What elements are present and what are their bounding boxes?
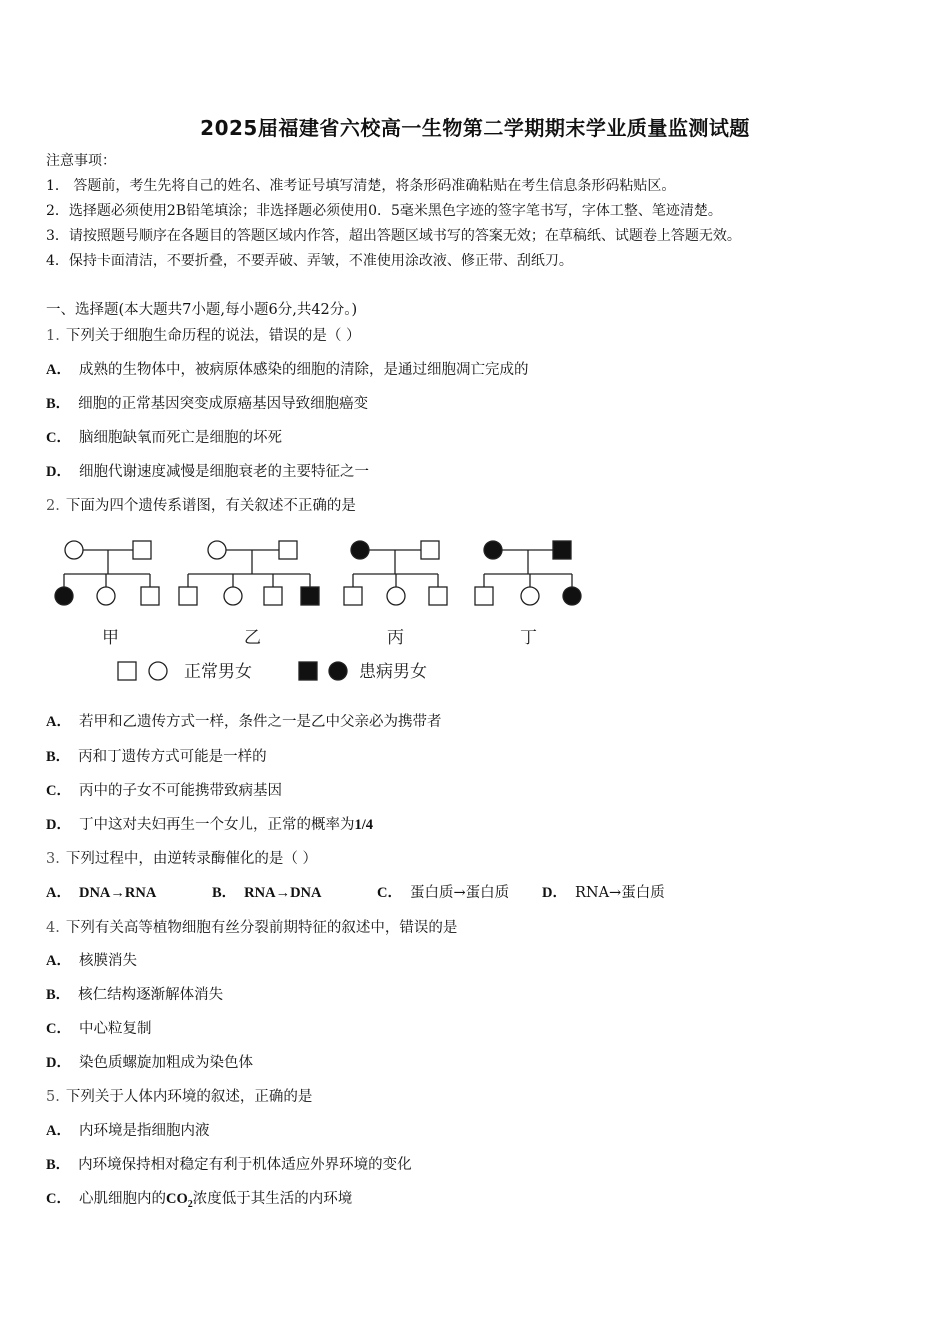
q4-option-d <box>46 1053 253 1073</box>
notice-item-4: 4．保持卡面清洁，不要折叠，不要弄破、弄皱，不准使用涂改液、修正带、刮纸刀。 <box>46 253 573 269</box>
option-letter: A． <box>46 362 71 378</box>
legend-male-normal-symbol <box>118 662 136 680</box>
pedigree-yi <box>179 541 319 605</box>
daughter-normal-symbol <box>387 587 405 605</box>
legend-normal-label: 正常男女 <box>184 662 252 682</box>
option-text: 染色质螺旋加粗成为染色体 <box>78 1055 253 1071</box>
son-normal-symbol <box>179 587 197 605</box>
question-3-stem <box>46 849 317 869</box>
father-normal-symbol <box>421 541 439 559</box>
question-text: 下列过程中，由逆转录酶催化的是（ ） <box>65 851 317 867</box>
option-text: DNA→RNA <box>78 885 157 901</box>
question-number: 2. <box>46 498 60 514</box>
q1-option-c <box>46 428 282 448</box>
page-title: 2025届福建省六校高一生物第二学期期末学业质量监测试题 <box>200 116 750 140</box>
q4-option-a <box>46 951 137 971</box>
question-number: 1. <box>46 328 60 344</box>
option-text: 成熟的生物体中，被病原体感染的细胞的清除，是通过细胞凋亡完成的 <box>78 362 529 378</box>
legend-female-affected-symbol <box>329 662 347 680</box>
question-1-stem <box>46 326 360 346</box>
option-text: 核仁结构逐渐解体消失 <box>78 987 224 1003</box>
father-affected-symbol <box>553 541 571 559</box>
daughter-affected-symbol <box>55 587 73 605</box>
son-normal-symbol <box>141 587 159 605</box>
mother-normal-symbol <box>65 541 83 559</box>
son-normal-symbol <box>475 587 493 605</box>
legend-female-normal-symbol <box>149 662 167 680</box>
option-text: 丁中这对夫妇再生一个女儿，正常的概率为 <box>78 817 355 833</box>
option-text: 核膜消失 <box>78 953 137 969</box>
q5-option-a <box>46 1121 209 1141</box>
option-text: 丙中的子女不可能携带致病基因 <box>78 783 282 799</box>
mother-affected-symbol <box>351 541 369 559</box>
option-letter: C． <box>46 1191 71 1207</box>
option-text: 若甲和乙遗传方式一样，条件之一是乙中父亲必为携带者 <box>78 714 442 730</box>
son-normal-symbol <box>344 587 362 605</box>
question-text: 下列有关高等植物细胞有丝分裂前期特征的叙述中，错误的是 <box>65 920 458 936</box>
question-5-stem <box>46 1087 312 1107</box>
option-letter: B． <box>46 749 71 765</box>
son-affected-symbol <box>301 587 319 605</box>
q3-option-d <box>542 883 665 903</box>
pedigree-label-yi: 乙 <box>244 628 261 648</box>
option-letter: B． <box>46 987 71 1003</box>
option-letter: B． <box>46 1157 71 1173</box>
notice-item-1: 1． 答题前，考生先将自己的姓名、准考证号填写清楚，将条形码准确粘贴在考生信息条形码粘贴区。 <box>46 178 676 194</box>
option-text: 内环境是指细胞内液 <box>78 1123 210 1139</box>
notice-item-2: 2．选择题必须使用2B铅笔填涂；非选择题必须使用0．5毫米黑色字迹的签字笔书写，字体工整、笔迹清楚。 <box>46 203 722 219</box>
legend-affected-label: 患病男女 <box>359 662 427 682</box>
option-letter: A． <box>46 1123 71 1139</box>
q4-option-b <box>46 985 223 1005</box>
q2-option-a <box>46 712 441 732</box>
daughter-affected-symbol <box>563 587 581 605</box>
question-number: 5. <box>46 1089 60 1105</box>
option-letter: C． <box>46 430 71 446</box>
option-text: 细胞代谢速度减慢是细胞衰老的主要特征之一 <box>78 464 369 480</box>
q3-options-row <box>46 883 665 903</box>
question-text: 下列关于人体内环境的叙述，正确的是 <box>65 1089 313 1105</box>
option-text: RNA→蛋白质 <box>574 885 665 901</box>
mother-affected-symbol <box>484 541 502 559</box>
q1-option-d <box>46 462 369 482</box>
q2-option-d <box>46 815 373 835</box>
question-2-stem <box>46 496 356 516</box>
q5-option-b <box>46 1155 412 1175</box>
daughter-normal-symbol <box>521 587 539 605</box>
option-letter: D． <box>46 1055 71 1071</box>
option-text: 心肌细胞内的 <box>78 1191 166 1207</box>
option-text: RNA→DNA <box>244 885 322 901</box>
pedigree-figure <box>44 528 604 693</box>
pedigree-jia <box>55 541 159 605</box>
pedigree-ding <box>475 541 581 605</box>
q2-option-c <box>46 781 282 801</box>
option-letter: C． <box>46 783 71 799</box>
q3-option-c <box>377 883 542 903</box>
option-letter: B． <box>212 885 237 901</box>
option-text: 脑细胞缺氧而死亡是细胞的坏死 <box>78 430 282 446</box>
option-letter: A． <box>46 885 71 901</box>
question-number: 3. <box>46 851 60 867</box>
chem-subscript: 2 <box>187 1198 193 1210</box>
son-normal-symbol <box>264 587 282 605</box>
pedigree-label-ding: 丁 <box>520 628 537 648</box>
q3-option-b <box>212 883 377 903</box>
mother-normal-symbol <box>208 541 226 559</box>
question-text: 下面为四个遗传系谱图，有关叙述不正确的是 <box>65 498 356 514</box>
section-heading: 一、选择题(本大题共7小题,每小题6分,共42分。) <box>46 302 358 318</box>
legend-male-affected-symbol <box>299 662 317 680</box>
option-text: 内环境保持相对稳定有利于机体适应外界环境的变化 <box>78 1157 412 1173</box>
pedigree-label-jia: 甲 <box>102 628 119 648</box>
question-number: 4. <box>46 920 60 936</box>
chem-formula: CO <box>165 1191 188 1207</box>
notice-heading: 注意事项： <box>46 153 116 169</box>
q5-option-c <box>46 1189 352 1215</box>
q1-option-b <box>46 394 368 414</box>
option-text: 丙和丁遗传方式可能是一样的 <box>78 749 267 765</box>
option-letter: D． <box>46 817 71 833</box>
father-normal-symbol <box>279 541 297 559</box>
option-letter: B． <box>46 396 71 412</box>
pedigree-bing <box>344 541 447 605</box>
notice-item-3: 3．请按照题号顺序在各题目的答题区域内作答，超出答题区域书写的答案无效；在草稿纸、试题卷上答题无效。 <box>46 228 741 244</box>
option-letter: A． <box>46 714 71 730</box>
option-letter: D． <box>542 885 567 901</box>
option-letter: A． <box>46 953 71 969</box>
daughter-normal-symbol <box>224 587 242 605</box>
pedigree-label-bing: 丙 <box>387 628 404 648</box>
option-text-tail: 浓度低于其生活的内环境 <box>192 1191 353 1207</box>
question-text: 下列关于细胞生命历程的说法，错误的是（ ） <box>65 328 361 344</box>
option-text: 细胞的正常基因突变成原癌基因导致细胞癌变 <box>78 396 369 412</box>
q4-option-c <box>46 1019 151 1039</box>
option-letter: D． <box>46 464 71 480</box>
son-normal-symbol <box>429 587 447 605</box>
option-text-tail: 1/4 <box>354 817 374 833</box>
q2-option-b <box>46 747 267 767</box>
option-letter: C． <box>46 1021 71 1037</box>
father-normal-symbol <box>133 541 151 559</box>
question-4-stem <box>46 918 457 938</box>
option-text: 蛋白质→蛋白质 <box>409 885 510 901</box>
option-text: 中心粒复制 <box>78 1021 152 1037</box>
option-letter: C． <box>377 885 402 901</box>
daughter-normal-symbol <box>97 587 115 605</box>
q3-option-a <box>46 883 212 903</box>
q1-option-a <box>46 360 528 380</box>
